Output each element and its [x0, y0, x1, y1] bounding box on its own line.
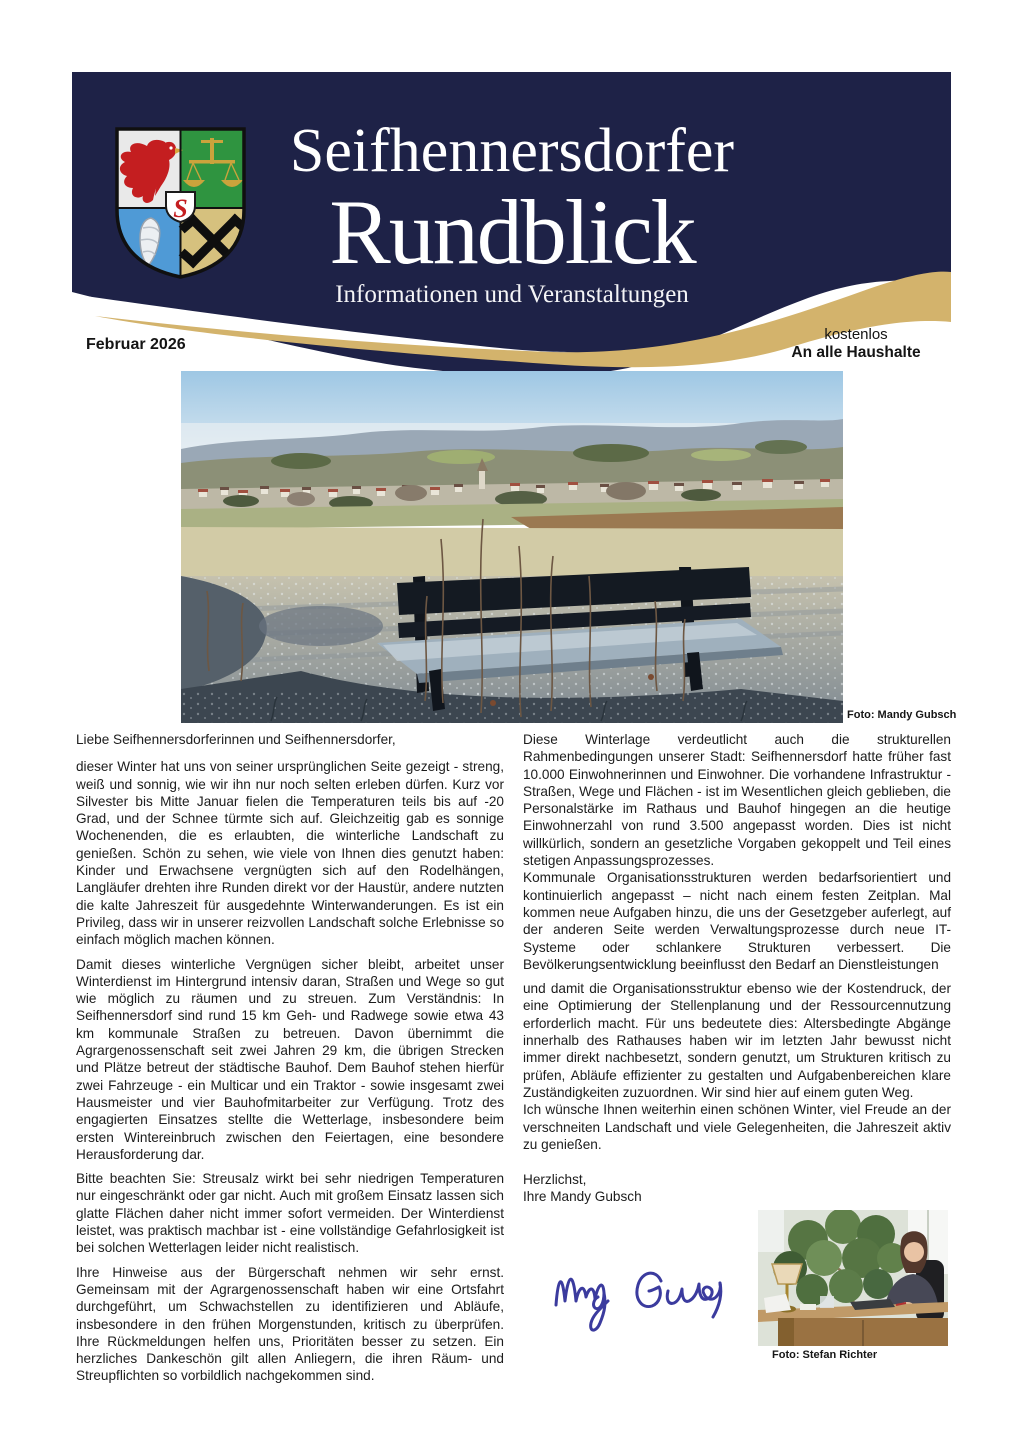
- lead-photo-winter-landscape: [181, 371, 843, 723]
- distribution-note: An alle Haushalte: [791, 344, 921, 361]
- article-paragraph: Ich wünsche Ihnen weiterhin einen schönen Winter, viel Freude an der verschneiten Landschaft und viele Gelegenheiten, die Jahreszeit aktiv zu genießen.: [523, 1102, 951, 1152]
- article-paragraph: Damit dieses winterliche Vergnügen sicher bleibt, arbeitet unser Winterdienst im Hintergrund intensiv daran, Straßen und Wege so gut wie möglich zu räumen und zu streuen. Zum Verständnis: In Seifhennersdorf sind rund 15 km Geh- und Radwege sowie etwa 43 km kommunale Straßen zu betreuen. Davon übernimmt die Agrargenossenschaft seit zwei Jahren 29 km, die übrigen Strecken und Plätze betreut der städtische Bauhof. Dem Bauhof stehen hierfür zwei Fahrzeuge - ein Multicar und ein Traktor - sowie insgesamt zwei Hausmeister und vier Bauhofmitarbeiter zur Verfügung. Trotz des engagierten Einsatzes stellte die Wetterlage, insbesondere beim ersten Wintereinbruch zwischen den Feiertagen, eine besondere Herausforderung dar.: [76, 956, 504, 1162]
- svg-text:S: S: [173, 194, 188, 223]
- article-paragraph: und damit die Organisationsstruktur ebenso wie der Kostendruck, der eine Optimierung der Stellenplanung und der Ressourcennutzung erforderlich macht. Für uns bedeutete dies: Altersbedingte Abgänge innerhalb des Rathauses haben wir im letzten Jahr bewusst nicht immer direkt nachbesetzt, sondern genutzt, um Strukturen kritisch zu prüfen, Abläufe effizienter zu gestalten und Aufgabenbereichen klare Zuständigkeiten zuzuordnen. Wir sind hier auf einem guten Weg.: [523, 981, 951, 1100]
- article-paragraph: dieser Winter hat uns von seiner ursprünglichen Seite gezeigt - streng, weiß und sonnig, wie wir ihn nur noch selten erleben dürfen. Kurz vor Silvester bis Mitte Januar fielen die Temperaturen teils bis auf -20 Grad, und der Schnee türmte sich auf. Gleichzeitig gab es sonnige Wochenenden, die es erlaubten, die winterliche Landschaft zu genießen. Schön zu sehen, wie viele von Ihnen dies genutzt haben: Kinder und Erwachsene vergnügten sich auf den Rodelhängen, Langläufer drehten ihre Runden direkt vor der Haustür, andere nutzten die kalte Jahreszeit für ausgedehnte Winterwanderungen. Es ist ein Privileg, dass wir in unserer reizvollen Landschaft solche Erlebnisse so einfach möglich machen können.: [76, 759, 504, 948]
- article-column-left: [76, 731, 504, 1392]
- newsletter-subtitle: Informationen und Veranstaltungen: [335, 281, 689, 308]
- portrait-photo-mayor-office: [758, 1210, 948, 1346]
- price-note: kostenlos: [824, 326, 888, 343]
- article-paragraph: Bitte beachten Sie: Streusalz wirkt bei sehr niedrigen Temperaturen nur eingeschränkt oder gar nicht. Auch mit großem Einsatz lassen sich glatte Flächen daher nicht immer sofort vermeiden. Der Winterdienst leistet, was praktisch machbar ist - eine vollständige Gefahrlosigkeit ist bei solchen Wetterlagen leider nicht realistisch.: [76, 1171, 504, 1256]
- article-closing: [523, 1171, 951, 1206]
- article-paragraph: Kommunale Organisationsstrukturen werden bedarfsorientiert und kontinuierlich angepasst – nicht nach einem festen Zeitplan. Mal kommen neue Aufgaben hinzu, die uns der Gesetzgeber auferlegt, auf der anderen Seite werden Verwaltungsprozesse durch neue IT-Systeme oder schlankere Strukturen verbessert. Die Bevölkerungsentwicklung beeinflusst den Bedarf an Dienstleistungen: [523, 870, 951, 972]
- article-paragraph: Diese Winterlage verdeutlicht auch die strukturellen Rahmenbedingungen unserer Stadt: Seifhennersdorf hatte früher fast 10.000 Einwohnerinnen und Einwohner. Die vorhandene Infrastruktur - Straßen, Wege und Flächen - ist im Wesentlichen gleich geblieben, die Personalstärke im Rathaus und Bauhof hingegen an die heutige Einwohnerzahl von rund 3.500 angepasst worden. Dies ist nicht willkürlich, sondern an gesetzliche Vorgaben gekoppelt und Teil eines stetigen Anpassungsprozesses.: [523, 732, 951, 869]
- issue-date: Februar 2026: [86, 336, 186, 353]
- lead-photo-credit: Foto: Mandy Gubsch: [847, 709, 957, 721]
- newsletter-title-line2: Rundblick: [329, 181, 695, 283]
- article-column-right: [523, 731, 951, 1206]
- portrait-photo-credit: Foto: Stefan Richter: [772, 1349, 878, 1361]
- distribution-block: [781, 326, 931, 362]
- newsletter-title-line1: Seifhennersdorfer: [289, 117, 735, 185]
- closing-name: Ihre Mandy Gubsch: [523, 1189, 642, 1205]
- mayor-signature: [548, 1243, 728, 1343]
- article-paragraph: Ihre Hinweise aus der Bürgerschaft nehmen wir sehr ernst. Gemeinsam mit der Agrargenossenschaft haben wir eine Ortsfahrt durchgeführt, um Schwachstellen zu identifizieren und Abläufe, insbesondere in den frühen Morgenstunden, kritisch zu überprüfen. Ihre Rückmeldungen helfen uns, Prioritäten besser zu setzen. Ein herzliches Dankeschön gilt allen Anliegern, die ihren Räum- und Streupflichten so vorbildlich nachgekommen sind.: [76, 1264, 504, 1384]
- article-salutation: Liebe Seifhennersdorferinnen und Seifhennersdorfer,: [76, 732, 396, 747]
- closing-salutation: Herzlichst,: [523, 1172, 587, 1188]
